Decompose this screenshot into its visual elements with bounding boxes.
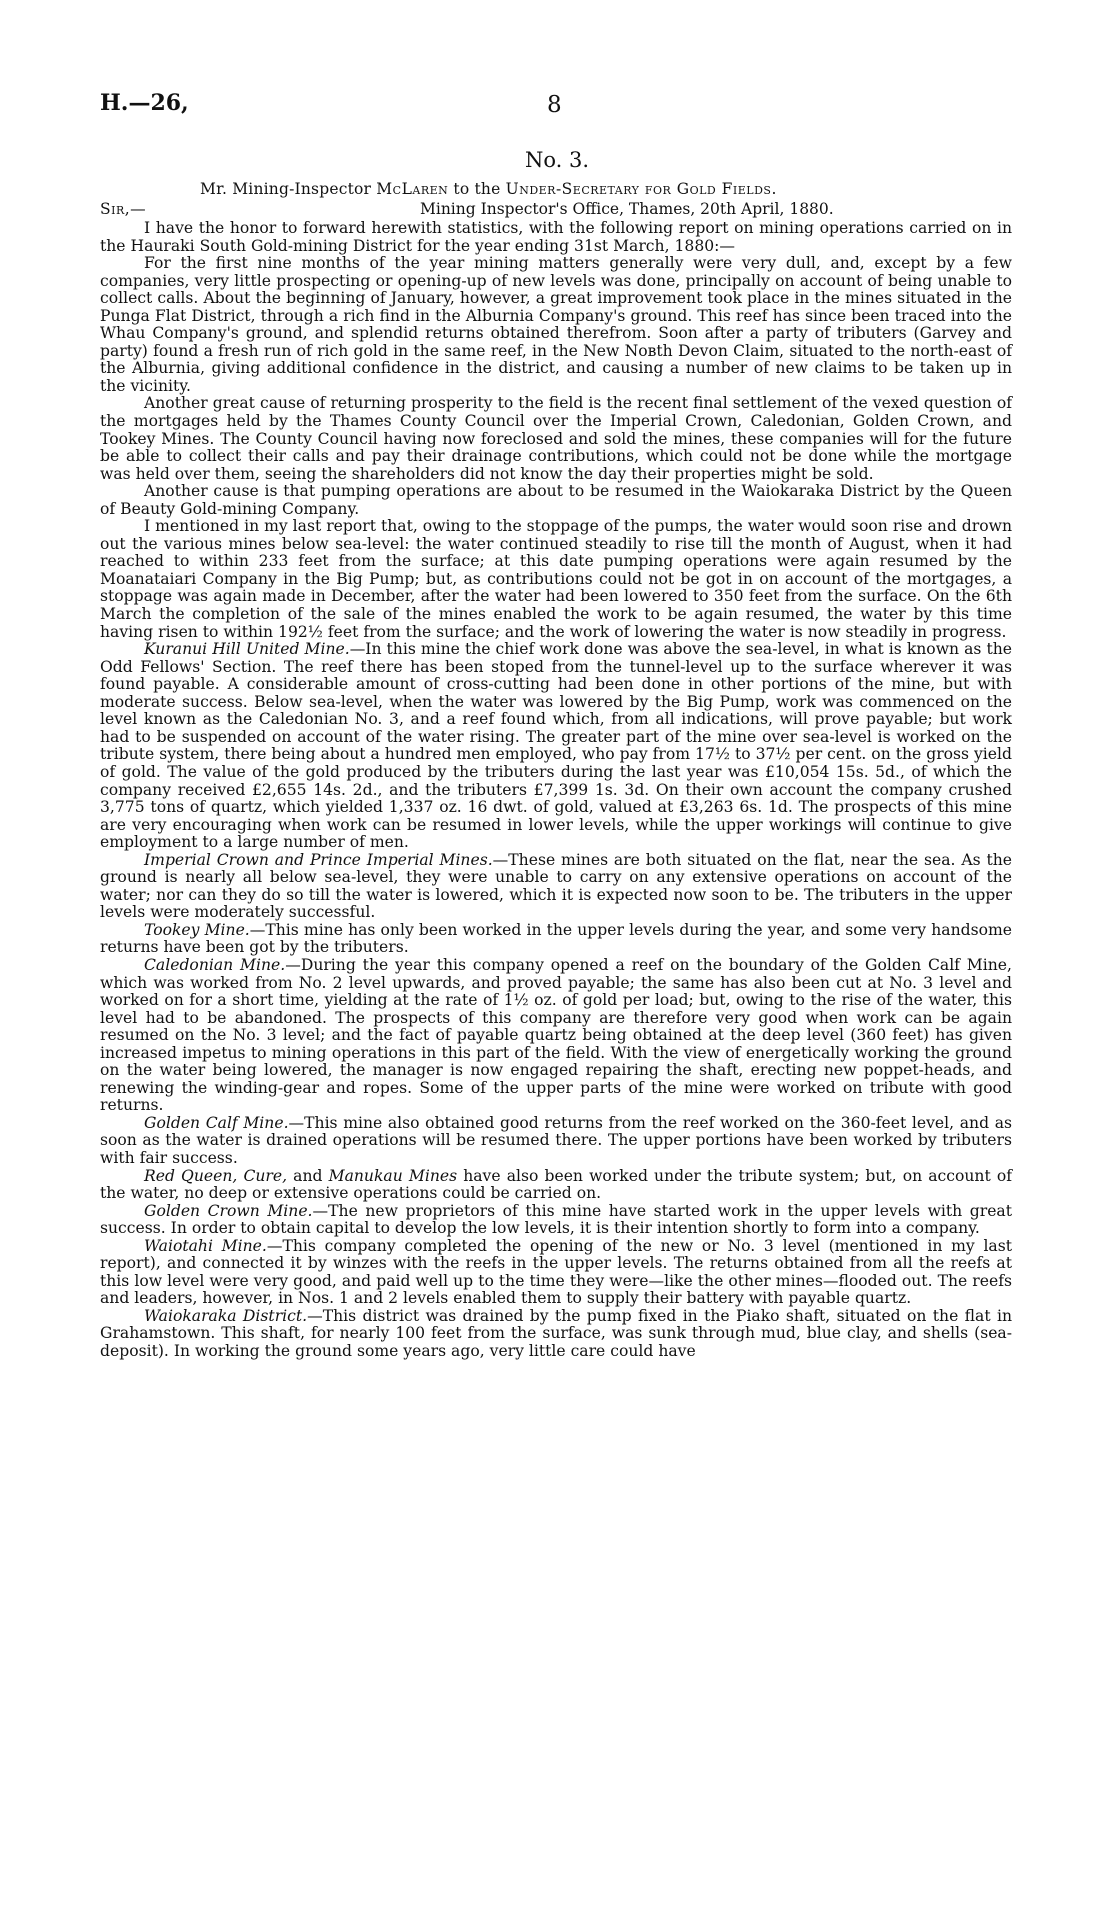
paragraph: I mentioned in my last report that, owing to the stoppage of the pumps, the water would soon rise and drown out the various mines below sea-level: the water continued steadily to rise till the month of August, when it had reached to within 233 feet from the surface; at this date pumping operations were again resumed by the Moanataiari Company in the Big Pump; but, as contributions could not be got in on account of the mortgages, a stoppage was again made in December, after the water had been lowered to 350 feet from the surface. On the 6th March the completion of the sale of the mines enabled the work to be again resumed, the water by this time having risen to within 192½ feet from the surface; and the work of lowering the water is now steadily in progress.	[100, 517, 1012, 641]
paragraph	[100, 852, 1012, 922]
paragraph	[100, 1115, 1012, 1168]
paragraph-text: —This mine has only been worked in the upper levels during the year, and some very handsome returns have been got by the tributers.	[100, 920, 1013, 957]
paragraph: For the first nine months of the year mining matters generally were very dull, and, except by a few companies, very little prospecting or opening-up of new levels was done, principally on account of being unable to collect calls. About the beginning of January, however, a great improvement took place in the mines situated in the Punga Flat District, through a rich find in the Alburnia Company's ground. This reef has since been traced into the Whau Company's ground, and splendid returns obtained therefrom. Soon after a party of tributers (Garvey and party) found a fresh run of rich gold in the same reef, in the New Noвth Devon Claim, situated to the north-east of the Alburnia, giving additional confidence in the district, and causing a number of new claims to be taken up in the vicinity.	[100, 254, 1012, 395]
paragraph	[100, 922, 1012, 957]
paragraph-text: —This district was drained by the pump fixed in the Piako shaft, situated on the flat in Grahamstown. This shaft, for nearly 100 feet from the surface, was sunk through mud, blue clay, and shells (sea-deposit). In working the ground some years ago, very little care could have	[100, 1306, 1012, 1360]
paragraph-text: and	[287, 1166, 329, 1185]
paragraph	[100, 1168, 1012, 1203]
section-heading: Golden Crown Mine.	[144, 1201, 313, 1220]
report-reference: H.—26,	[100, 90, 189, 116]
paragraph	[100, 1238, 1012, 1308]
letter-from-name: McLaren	[376, 180, 449, 198]
paragraph	[100, 957, 1012, 1115]
section-heading: Waiotahi Mine.	[144, 1236, 267, 1255]
paragraph: I have the honor to forward herewith statistics, with the following report on mining operations carried on in the Hauraki South Gold-mining District for the year ending 31st March, 1880:—	[100, 219, 1012, 255]
report-body	[100, 220, 1012, 1361]
paragraph-text: —The new proprietors of this mine have started work in the upper levels with great success. In order to obtain capital to develop the low levels, it is their intention shortly to form into a company.	[100, 1201, 1012, 1238]
section-heading: Kuranui Hill United Mine.	[144, 640, 350, 659]
section-heading: Manukau Mines	[328, 1166, 458, 1185]
paragraph	[100, 1203, 1012, 1238]
letter-number: No. 3.	[524, 148, 590, 172]
paragraph-text: —This mine also obtained good returns from the reef worked on the 360-feet level, and as soon as the water is drained operations will be resumed there. The upper portions have been worked by tributers with fair success.	[100, 1113, 1012, 1167]
paragraph	[100, 641, 1012, 852]
letter-subtitle	[200, 180, 777, 198]
section-heading: Tookey Mine.	[144, 920, 250, 939]
paragraph: Another great cause of returning prosperity to the field is the recent final settlement of the vexed question of the mortgages held by the Thames County Council over the Imperial Crown, Caledonian, Golden Crown, and Tookey Mines. The County Council having now foreclosed and sold the mines, these companies will for the future be able to collect their calls and pay their drainage contributions, which could not be done while the mortgage was held over them, seeing the shareholders did not know the day their properties might be sold.	[100, 394, 1012, 483]
paragraph	[100, 1308, 1012, 1361]
section-heading: Caledonian Mine.	[144, 955, 286, 974]
paragraph-text: have also been worked under the tribute system; but, on account of the water, no deep or extensive operations could be carried on.	[100, 1166, 1013, 1203]
dateline: Mining Inspector's Office, Thames, 20th April, 1880.	[420, 200, 834, 218]
paragraph-text: —During the year this company opened a reef on the boundary of the Golden Calf Mine, which was worked from No. 2 level upwards, and proved payable; the same has also been cut at No. 3 level and worked on for a short time, yielding at the rate of 1½ oz. of gold per load; but, owing to the rise of the water, this level had to be abandoned. The prospects of this company are therefore very good when work can be again resumed on the No. 3 level; and the fact of payable quartz being obtained at the deep level (360 feet) has given increased impetus to mining operations in this part of the field. With the view of energetically working the ground on the water being lowered, the manager is now engaged repairing the shaft, erecting new poppet-heads, and renewing the winding-gear and ropes. Some of the upper parts of the mine were worked on tribute with good returns.	[100, 955, 1012, 1115]
letter-to: to the	[453, 180, 501, 198]
section-heading: Red Queen, Cure,	[144, 1166, 288, 1185]
paragraph: Another cause is that pumping operations are about to be resumed in the Waiokaraka District by the Queen of Beauty Gold-mining Company.	[100, 482, 1012, 518]
salutation: Sir,—	[100, 200, 147, 218]
section-heading: Imperial Crown and Prince Imperial Mines.	[144, 850, 493, 869]
letter-from: Mr. Mining-Inspector	[200, 180, 372, 198]
paragraph-text: —These mines are both situated on the flat, near the sea. As the ground is nearly all below sea-level, they were unable to carry on any extensive operations on account of the water; nor can they do so till the water is lowered, which it is expected now soon to be. The tributers in the upper levels were moderately successful.	[100, 850, 1012, 922]
letter-to-title: Under-Secretary for Gold Fields.	[505, 180, 777, 198]
section-heading: Golden Calf Mine.	[144, 1113, 289, 1132]
section-heading: Waiokaraka District.	[144, 1306, 308, 1325]
page-number: 8	[547, 92, 562, 118]
paragraph-text: —In this mine the chief work done was above the sea-level, in what is known as the Odd Fellows' Section. The reef there has been stoped from the tunnel-level up to the surface wherever it was found payable. A considerable amount of cross-cutting had been done in other portions of the mine, but with moderate success. Below sea-level, when the water was lowered by the Big Pump, work was commenced on the level known as the Caledonian No. 3, and a reef found which, from all indications, will prove payable; but work had to be suspended on account of the water rising. The greater part of the mine over sea-level is worked on the tribute system, there being about a hundred men employed, who pay from 17½ to 37½ per cent. on the gross yield of gold. The value of the gold produced by the tributers during the last year was £10,054 15s. 5d., of which the company received £2,655 14s. 2d., and the tributers £7,399 1s. 3d. On their own account the company crushed 3,775 tons of quartz, which yielded 1,337 oz. 16 dwt. of gold, valued at £3,263 6s. 1d. The prospects of this mine are very encouraging when work can be resumed in lower levels, while the upper workings will continue to give employment to a large number of men.	[100, 640, 1013, 852]
paragraph-text: —This company completed the opening of the new or No. 3 level (mentioned in my last report), and connected it by winzes with the reefs in the upper levels. The returns obtained from all the reefs at this low level were very good, and paid well up to the time they were—like the other mines—flooded out. The reefs and leaders, however, in Nos. 1 and 2 levels enabled them to supply their battery with payable quartz.	[100, 1236, 1012, 1308]
